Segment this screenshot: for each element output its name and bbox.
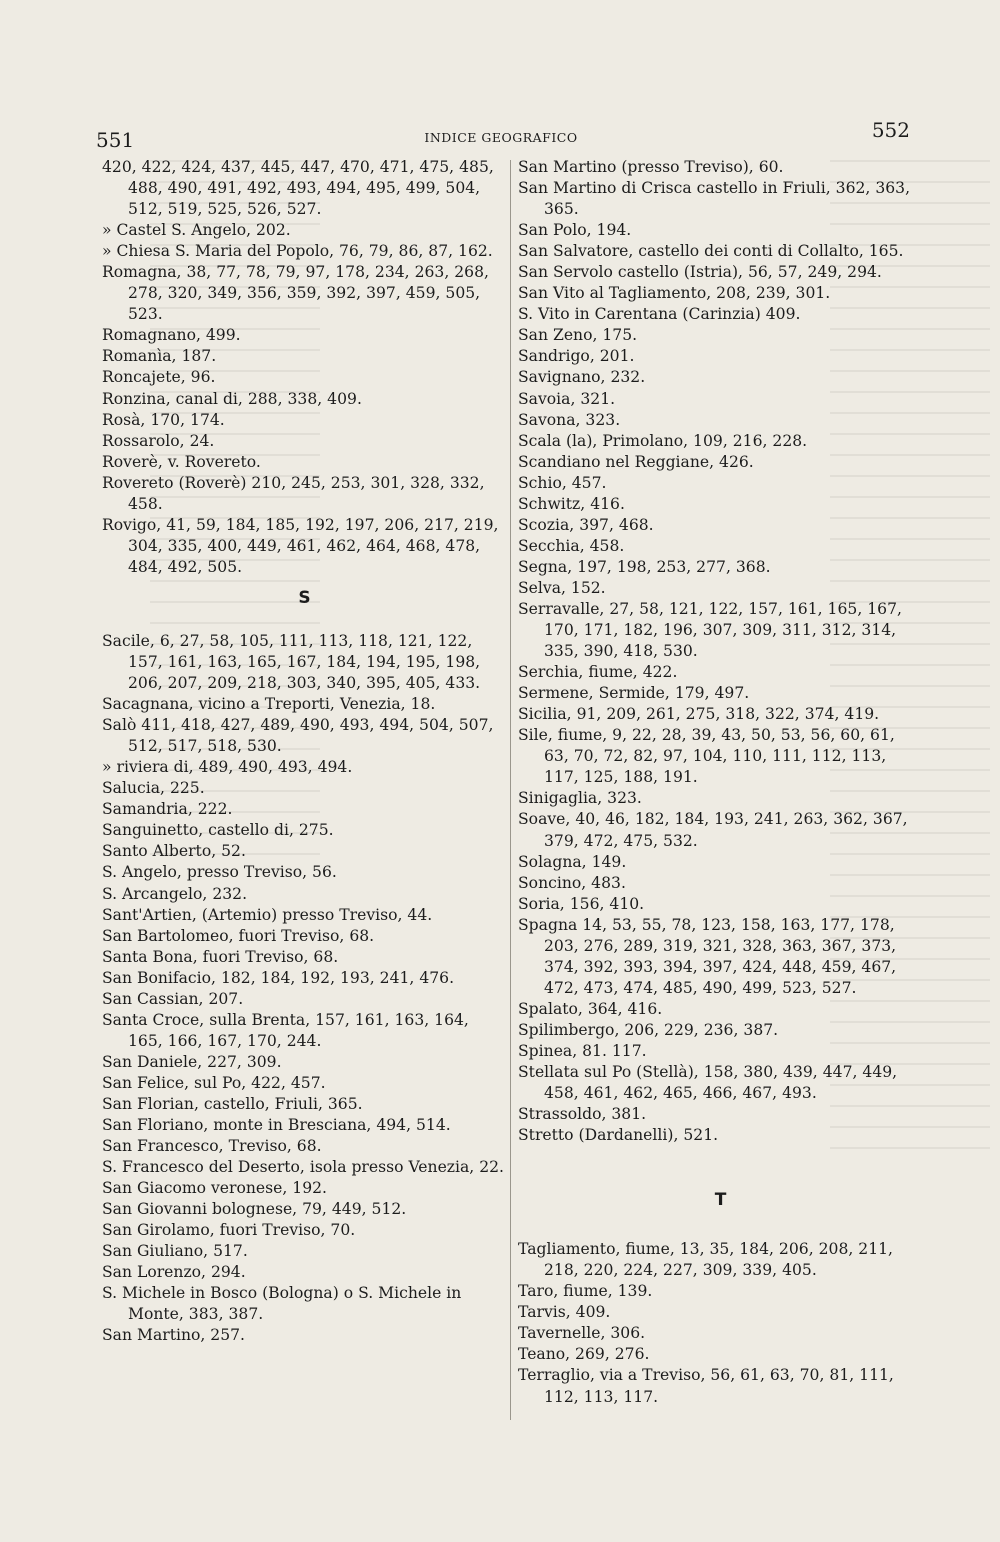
- index-entry: Sant'Artien, (Artemio) presso Treviso, 44.: [102, 905, 433, 924]
- index-entry: San Daniele, 227, 309.: [102, 1052, 282, 1071]
- index-entry: Stellata sul Po (Stellà), 158, 380, 439, 447, 449, 458, 461, 462, 465, 466, 467, 493.: [518, 1063, 898, 1103]
- entries-t: [518, 1239, 923, 1407]
- index-entry: S. Arcangelo, 232.: [102, 884, 248, 903]
- page-header: [92, 118, 910, 154]
- index-entry: Savoia, 321.: [518, 389, 616, 408]
- column-divider: [510, 160, 511, 1420]
- index-entry: Schwitz, 416.: [518, 494, 625, 513]
- index-entry: Scala (la), Primolano, 109, 216, 228.: [518, 431, 808, 450]
- index-entry: San Vito al Tagliamento, 208, 239, 301.: [518, 284, 831, 303]
- index-entry: Roverè, v. Rovereto.: [102, 452, 261, 471]
- index-entry: Secchia, 458.: [518, 536, 625, 555]
- index-entry: San Cassian, 207.: [102, 989, 244, 1008]
- index-entry: Roncajete, 96.: [102, 368, 216, 387]
- index-entry: Rovigo, 41, 59, 184, 185, 192, 197, 206, 217, 219, 304, 335, 400, 449, 461, 462, 464, 468, 478, 484, 492, 505.: [102, 515, 499, 576]
- running-title: INDICE GEOGRAFICO: [424, 130, 578, 145]
- left-column: [102, 157, 507, 1347]
- index-entry: San Giacomo veronese, 192.: [102, 1179, 327, 1198]
- index-entry: Tagliamento, fiume, 13, 35, 184, 206, 208, 211, 218, 220, 224, 227, 309, 339, 405.: [518, 1240, 894, 1280]
- index-entry: San Floriano, monte in Bresciana, 494, 514.: [102, 1116, 451, 1135]
- index-entry: 420, 422, 424, 437, 445, 447, 470, 471, 475, 485, 488, 490, 491, 492, 493, 494, 495, 499, 504, 512, 519, 525, 526, 527.: [102, 158, 494, 219]
- index-entry: Sile, fiume, 9, 22, 28, 39, 43, 50, 53, 56, 60, 61, 63, 70, 72, 82, 97, 104, 110, 111, 112, 113, 117, 125, 188, 191.: [518, 726, 895, 787]
- index-entry: Stretto (Dardanelli), 521.: [518, 1126, 719, 1145]
- index-entry: San Martino, 257.: [102, 1326, 246, 1345]
- entries-s-left: [102, 631, 507, 1347]
- index-entry: Segna, 197, 198, 253, 277, 368.: [518, 557, 771, 576]
- index-entry: S. Michele in Bosco (Bologna) o S. Michele in Monte, 383, 387.: [102, 1284, 462, 1324]
- index-entry: Soncino, 483.: [518, 873, 626, 892]
- index-entry: San Bonifacio, 182, 184, 192, 193, 241, 476.: [102, 968, 455, 987]
- index-entry: Santa Croce, sulla Brenta, 157, 161, 163, 164, 165, 166, 167, 170, 244.: [102, 1010, 469, 1050]
- index-entry: Scandiano nel Reggiane, 426.: [518, 452, 754, 471]
- index-entry: Ronzina, canal di, 288, 338, 409.: [102, 389, 362, 408]
- index-entry: S. Angelo, presso Treviso, 56.: [102, 863, 337, 882]
- index-entry: Romagna, 38, 77, 78, 79, 97, 178, 234, 263, 268, 278, 320, 349, 356, 359, 392, 397, 459, 505, 523.: [102, 263, 489, 324]
- index-entry: Soria, 156, 410.: [518, 894, 645, 913]
- index-entry: Tarvis, 409.: [518, 1303, 611, 1322]
- index-entry: Romagnano, 499.: [102, 326, 241, 345]
- index-entry: San Giuliano, 517.: [102, 1242, 248, 1261]
- index-entry: San Servolo castello (Istria), 56, 57, 249, 294.: [518, 263, 882, 282]
- index-entry: Spalato, 364, 416.: [518, 999, 663, 1018]
- page-number-right: 552: [871, 118, 910, 142]
- index-entry: Samandria, 222.: [102, 800, 233, 819]
- index-entry: Sacagnana, vicino a Treporti, Venezia, 18.: [102, 695, 436, 714]
- index-entry: Spinea, 81. 117.: [518, 1041, 647, 1060]
- index-entry: Savona, 323.: [518, 410, 621, 429]
- index-entry: Sandrigo, 201.: [518, 347, 635, 366]
- index-entry: Terraglio, via a Treviso, 56, 61, 63, 70, 81, 111, 112, 113, 117.: [518, 1366, 894, 1406]
- index-entry: Savignano, 232.: [518, 368, 646, 387]
- index-entry: Schio, 457.: [518, 473, 607, 492]
- index-entry: Spagna 14, 53, 55, 78, 123, 158, 163, 177, 178, 203, 276, 289, 319, 321, 328, 363, 367, 373, 374, 392, 393, 394, 397, 424, 448, 459, 467, 472, 473, 474, 485, 490, 499, 523, 527.: [518, 915, 897, 997]
- index-entry: Teano, 269, 276.: [518, 1345, 650, 1364]
- index-entry: Taro, fiume, 139.: [518, 1282, 653, 1301]
- index-entry: Sermene, Sermide, 179, 497.: [518, 684, 750, 703]
- index-entry: S. Vito in Carentana (Carinzia) 409.: [518, 305, 801, 324]
- right-column: [518, 157, 923, 1408]
- index-entry: San Girolamo, fuori Treviso, 70.: [102, 1221, 356, 1240]
- index-entry: Sinigaglia, 323.: [518, 789, 642, 808]
- index-entry: Santa Bona, fuori Treviso, 68.: [102, 947, 339, 966]
- index-entry: Rosà, 170, 174.: [102, 410, 225, 429]
- index-entry: S. Francesco del Deserto, isola presso Venezia, 22.: [102, 1158, 505, 1177]
- index-entry: Selva, 152.: [518, 578, 606, 597]
- index-entry: San Giovanni bolognese, 79, 449, 512.: [102, 1200, 407, 1219]
- index-entry: Sicilia, 91, 209, 261, 275, 318, 322, 374, 419.: [518, 705, 880, 724]
- index-entry: Santo Alberto, 52.: [102, 842, 246, 861]
- entries-s-right: [518, 157, 923, 1146]
- index-entry: San Salvatore, castello dei conti di Collalto, 165.: [518, 242, 904, 261]
- index-entry: Strassoldo, 381.: [518, 1105, 647, 1124]
- index-entry: Sanguinetto, castello di, 275.: [102, 821, 334, 840]
- index-entry: Rovereto (Roverè) 210, 245, 253, 301, 328, 332, 458.: [102, 473, 485, 513]
- index-entry: San Francesco, Treviso, 68.: [102, 1137, 322, 1156]
- index-entry: San Martino di Crisca castello in Friuli, 362, 363, 365.: [518, 179, 911, 219]
- page-number-left: 551: [96, 128, 135, 152]
- index-entry: San Felice, sul Po, 422, 457.: [102, 1073, 326, 1092]
- index-entry: Salucia, 225.: [102, 779, 205, 798]
- index-entry: San Bartolomeo, fuori Treviso, 68.: [102, 926, 375, 945]
- index-entry: Romanìa, 187.: [102, 347, 217, 366]
- index-entry: Solagna, 149.: [518, 852, 627, 871]
- index-entry: Serravalle, 27, 58, 121, 122, 157, 161, 165, 167, 170, 171, 182, 196, 307, 309, 311, 312, 314, 335, 390, 418, 530.: [518, 599, 902, 661]
- index-entry: Serchia, fiume, 422.: [518, 663, 678, 682]
- index-entry: San Lorenzo, 294.: [102, 1263, 246, 1282]
- index-entry: » Castel S. Angelo, 202.: [102, 221, 291, 240]
- index-entry: San Polo, 194.: [518, 221, 632, 240]
- index-entry: Salò 411, 418, 427, 489, 490, 493, 494, 504, 507, 512, 517, 518, 530.: [102, 716, 494, 756]
- index-entry: » Chiesa S. Maria del Popolo, 76, 79, 86, 87, 162.: [102, 242, 493, 261]
- entries-r-continued: [102, 157, 507, 578]
- index-entry: Sacile, 6, 27, 58, 105, 111, 113, 118, 121, 122, 157, 161, 163, 165, 167, 184, 194, 195, 198, 206, 207, 209, 218, 303, 340, 395, 405, 433.: [102, 631, 481, 693]
- index-entry: Rossarolo, 24.: [102, 431, 215, 450]
- index-entry: San Martino (presso Treviso), 60.: [518, 158, 784, 176]
- index-entry: Soave, 40, 46, 182, 184, 193, 241, 263, 362, 367, 379, 472, 475, 532.: [518, 810, 908, 850]
- section-heading-t: T: [714, 1190, 727, 1211]
- index-entry: Spilimbergo, 206, 229, 236, 387.: [518, 1020, 779, 1039]
- section-heading-s: S: [298, 587, 311, 608]
- index-entry: San Zeno, 175.: [518, 326, 638, 345]
- index-entry: » riviera di, 489, 490, 493, 494.: [102, 758, 353, 777]
- index-entry: Tavernelle, 306.: [518, 1324, 646, 1343]
- index-entry: San Florian, castello, Friuli, 365.: [102, 1094, 363, 1113]
- index-entry: Scozia, 397, 468.: [518, 515, 654, 534]
